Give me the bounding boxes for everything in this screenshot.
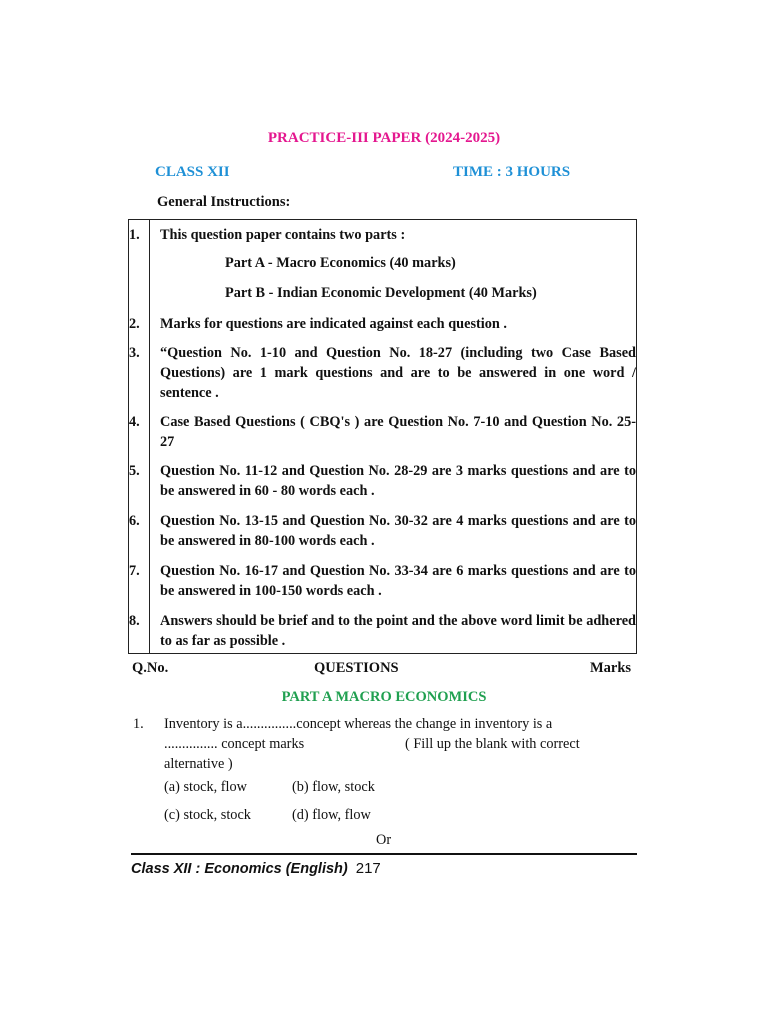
section-title: PART A MACRO ECONOMICS [281, 689, 487, 705]
time-label: TIME : 3 HOURS [453, 164, 571, 180]
instructions-heading: General Instructions: [157, 194, 291, 210]
instruction-text: Question No. 13-15 and Question No. 30-32 are 4 marks questions and are to be answered in 80-100 words each . [160, 513, 636, 549]
question-text-line3: alternative ) [164, 756, 233, 772]
part-b-description: Part B - Indian Economic Development (40 Marks) [225, 285, 537, 301]
option-b: (b) flow, stock [292, 779, 375, 795]
paper-title: PRACTICE-III PAPER (2024-2025) [267, 130, 501, 146]
instruction-text: Answers should be brief and to the point and the above word limit be adhered to as far as possible . [160, 613, 636, 649]
instruction-number: 6. [129, 513, 140, 529]
class-label: CLASS XII [155, 164, 230, 180]
instruction-number: 1. [129, 227, 140, 243]
question-text-line2: ............... concept marks [164, 736, 305, 752]
instruction-text: Marks for questions are indicated against each question . [160, 316, 507, 332]
qno-header: Q.No. [132, 660, 169, 676]
instruction-number: 5. [129, 463, 140, 479]
marks-header: Marks [590, 660, 632, 676]
option-a: (a) stock, flow [164, 779, 247, 795]
instruction-text: Question No. 11-12 and Question No. 28-29 are 3 marks questions and are to be answered in 60 - 80 words each . [160, 463, 636, 499]
instruction-number: 8. [129, 613, 140, 629]
instruction-text: This question paper contains two parts : [160, 227, 406, 243]
instruction-number: 4. [129, 414, 140, 430]
footer-rule [131, 853, 637, 855]
question-text-line1: Inventory is a...............concept whereas the change in inventory is a [164, 716, 553, 732]
or-separator: Or [376, 832, 392, 848]
instruction-text: Question No. 16-17 and Question No. 33-34 are 6 marks questions and are to be answered in 100-150 words each . [160, 563, 636, 599]
questions-header: QUESTIONS [314, 660, 399, 676]
part-a-description: Part A - Macro Economics (40 marks) [225, 255, 456, 271]
page-number: 217 [355, 860, 381, 877]
question-instruction: ( Fill up the blank with correct [405, 736, 580, 752]
footer-book-title: Class XII : Economics (English) [131, 861, 348, 877]
page-footer [131, 860, 381, 877]
instruction-number: 7. [129, 563, 140, 579]
question-number: 1. [133, 716, 144, 732]
table-column-divider [149, 220, 150, 653]
instruction-number: 3. [129, 345, 140, 361]
option-d: (d) flow, flow [292, 807, 371, 823]
instruction-number: 2. [129, 316, 140, 332]
instruction-text: “Question No. 1-10 and Question No. 18-27 (including two Case Based Questions) are 1 mark questions and are to be answered in one word / sentence . [160, 345, 636, 401]
instructions-table [128, 219, 637, 654]
instruction-text: Case Based Questions ( CBQ's ) are Question No. 7-10 and Question No. 25-27 [160, 414, 636, 450]
option-c: (c) stock, stock [164, 807, 251, 823]
